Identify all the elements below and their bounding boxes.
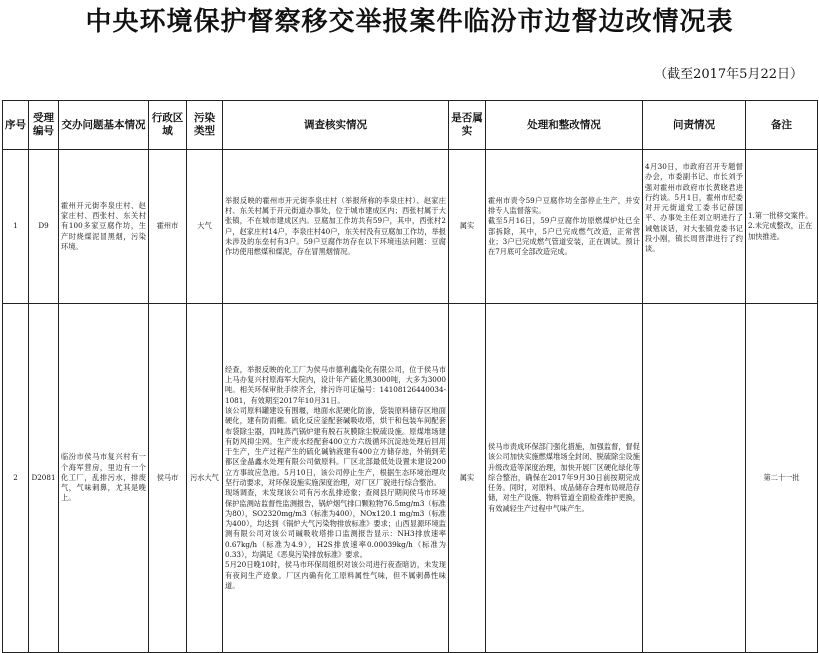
cell-seq: 1 — [3, 150, 29, 304]
header-pollution: 污染类型 — [187, 101, 223, 150]
table-row — [3, 304, 818, 653]
page-title: 中央环境保护督察移交举报案件临汾市边督边改情况表 — [85, 7, 734, 37]
cell-handling: 霍州市责令59户豆腐作坊全部停止生产，并安排专人监督落实。 截至5月16日，59户豆腐作坊原燃煤炉灶已全部拆除，其中，5户已完成燃气改造，正常营业；3户已完成燃气管道安装，正在调试。预计在7月底可全部改造完成。 — [486, 150, 643, 304]
cell-accountability — [643, 304, 746, 653]
header-region: 行政区域 — [149, 101, 187, 150]
header-issue: 交办问题基本情况 — [59, 101, 149, 150]
cell-handling: 侯马市责成环保部门强化措施，加强监督，督促该公司加快实施燃煤堆场全封闭、脱硫除尘设施升级改造等深度治理，加快开展厂区硬化绿化等综合整治，确保在2017年9月30日前按期完成任务。同时，对原料、成品储存合理布局规范存储，对生产设施、物料管道全面检查维护更换，有效减轻生产过程中气味产生。 — [486, 304, 643, 653]
cell-id: D9 — [29, 150, 59, 304]
table-row — [3, 150, 818, 304]
case-table — [2, 100, 818, 653]
cell-investigation: 经查，举报反映的化工厂为侯马市德利鑫染化有限公司，位于侯马市上马办复兴村原海军大院内，设计年产硫化黑3000吨，大多为3000吨。相关环保审批手续齐全，排污许可证编号：14108126440034-1081，有效期至2017年10月31日。 该公司原料罐建设有围堰，地面水泥硬化防渗，袋装原料储存区地面硬化，建有防雨棚。硫化反应釜配套碱吸收塔，烘干和包装车间配套布袋除尘器，四吨蒸汽锅炉建有脱石灰膜除尘脱硫设施。原煤堆场建有防风抑尘网。生产废水经配套400立方六级循环沉淀池处理后回用于生产，生产过程产生的硫化碱钠液建有400立方储存池，外销到芜都区金晶鑫水处理有限公司做原料。厂区北部最低处设置未建设200立方事故应急池。5月10日，该公司停止生产，根据生态环境治理攻坚行动要求，对环保设施实施深度治理，对厂区厂貌进行综合整治。 现场调查，未发现该公司有污水乱排迹象；查阅县厅期间侯马市环境保护监测站监督性监测报告，锅炉烟气排口颗粒物76.5mg/m3（标准为80），SO2320mg/m3（标准为400），NOx120.1 mg/m3（标准为400），均达到《锅炉大气污染物排放标准》要求；山西显源环境监测有限公司对该公司碱吸收塔排口监测报告显示：NH3排放速率0.67kg/h（标准为4.9），H2S排放速率0.00039kg/h（标准为0.33），均满足《恶臭污染排放标准》要求。 5月20日晚10时，侯马市环保局组织对该公司进行夜查暗访，未发现有夜间生产迹象。厂区内确有化工原料属性气味，但不属刺鼻性味道。 — [223, 304, 449, 653]
cell-pollution: 大气 — [187, 150, 223, 304]
cell-investigation: 举报反映的霍州市开元街李泉庄村（举报所称的李泉庄村）、赵家庄村、东关村属于开元街道办事处，位于城市建成区内；西张村属于大张镇，不在城市建成区内。豆腐加工作坊共有59户，其中，西张村2户，赵家庄村14户，李泉庄村40户，东关村没有豆腐加工作坊，举报未涉及的东垒村有3户。59户豆腐作坊存在以下环境违法问题：豆腐作坊使用燃煤和煤泥，存在冒黑烟情况。 — [223, 150, 449, 304]
header-verified: 是否属实 — [449, 101, 486, 150]
header-accountability: 问责情况 — [643, 101, 746, 150]
cell-verified: 属实 — [449, 304, 486, 653]
cell-region: 霍州市 — [149, 150, 187, 304]
table-header-row — [3, 101, 818, 150]
cell-remarks: 第二十一批 — [746, 304, 818, 653]
cell-issue: 霍州开元街李泉庄村、赵家庄村、西张村、东关村有100多家豆腐作坊，生产时烧煤泥冒黑烟，污染环境。 — [59, 150, 149, 304]
header-seq: 序号 — [3, 101, 29, 150]
cell-issue: 临汾市侯马市复兴村有一个海军营房，里边有一个化工厂，乱排污水，排废气，气味刺鼻，尤其是晚上。 — [59, 304, 149, 653]
cell-remarks: 1.第一批移交案件。 2.未完成整改，正在加快推进。 — [746, 150, 818, 304]
report-date: （截至2017年5月22日） — [654, 67, 803, 82]
header-remarks: 备注 — [746, 101, 818, 150]
header-investigation: 调查核实情况 — [223, 101, 449, 150]
cell-verified: 属实 — [449, 150, 486, 304]
cell-pollution: 污水大气 — [187, 304, 223, 653]
header-id: 受理编号 — [29, 101, 59, 150]
cell-id: D2081 — [29, 304, 59, 653]
cell-seq: 2 — [3, 304, 29, 653]
cell-accountability: 4月30日，市政府召开专题督办会，市委副书记、市长刘予强对霍州市政府市长黄晓君进行约谈。5月1日，霍州市纪委对开元街道党工委书记薛国平、办事处主任刘立明进行了诫勉谈话，对大张镇党委书记段小刚，镇长周晋津进行了约谈。 — [643, 150, 746, 304]
header-handling: 处理和整改情况 — [486, 101, 643, 150]
cell-region: 侯马市 — [149, 304, 187, 653]
